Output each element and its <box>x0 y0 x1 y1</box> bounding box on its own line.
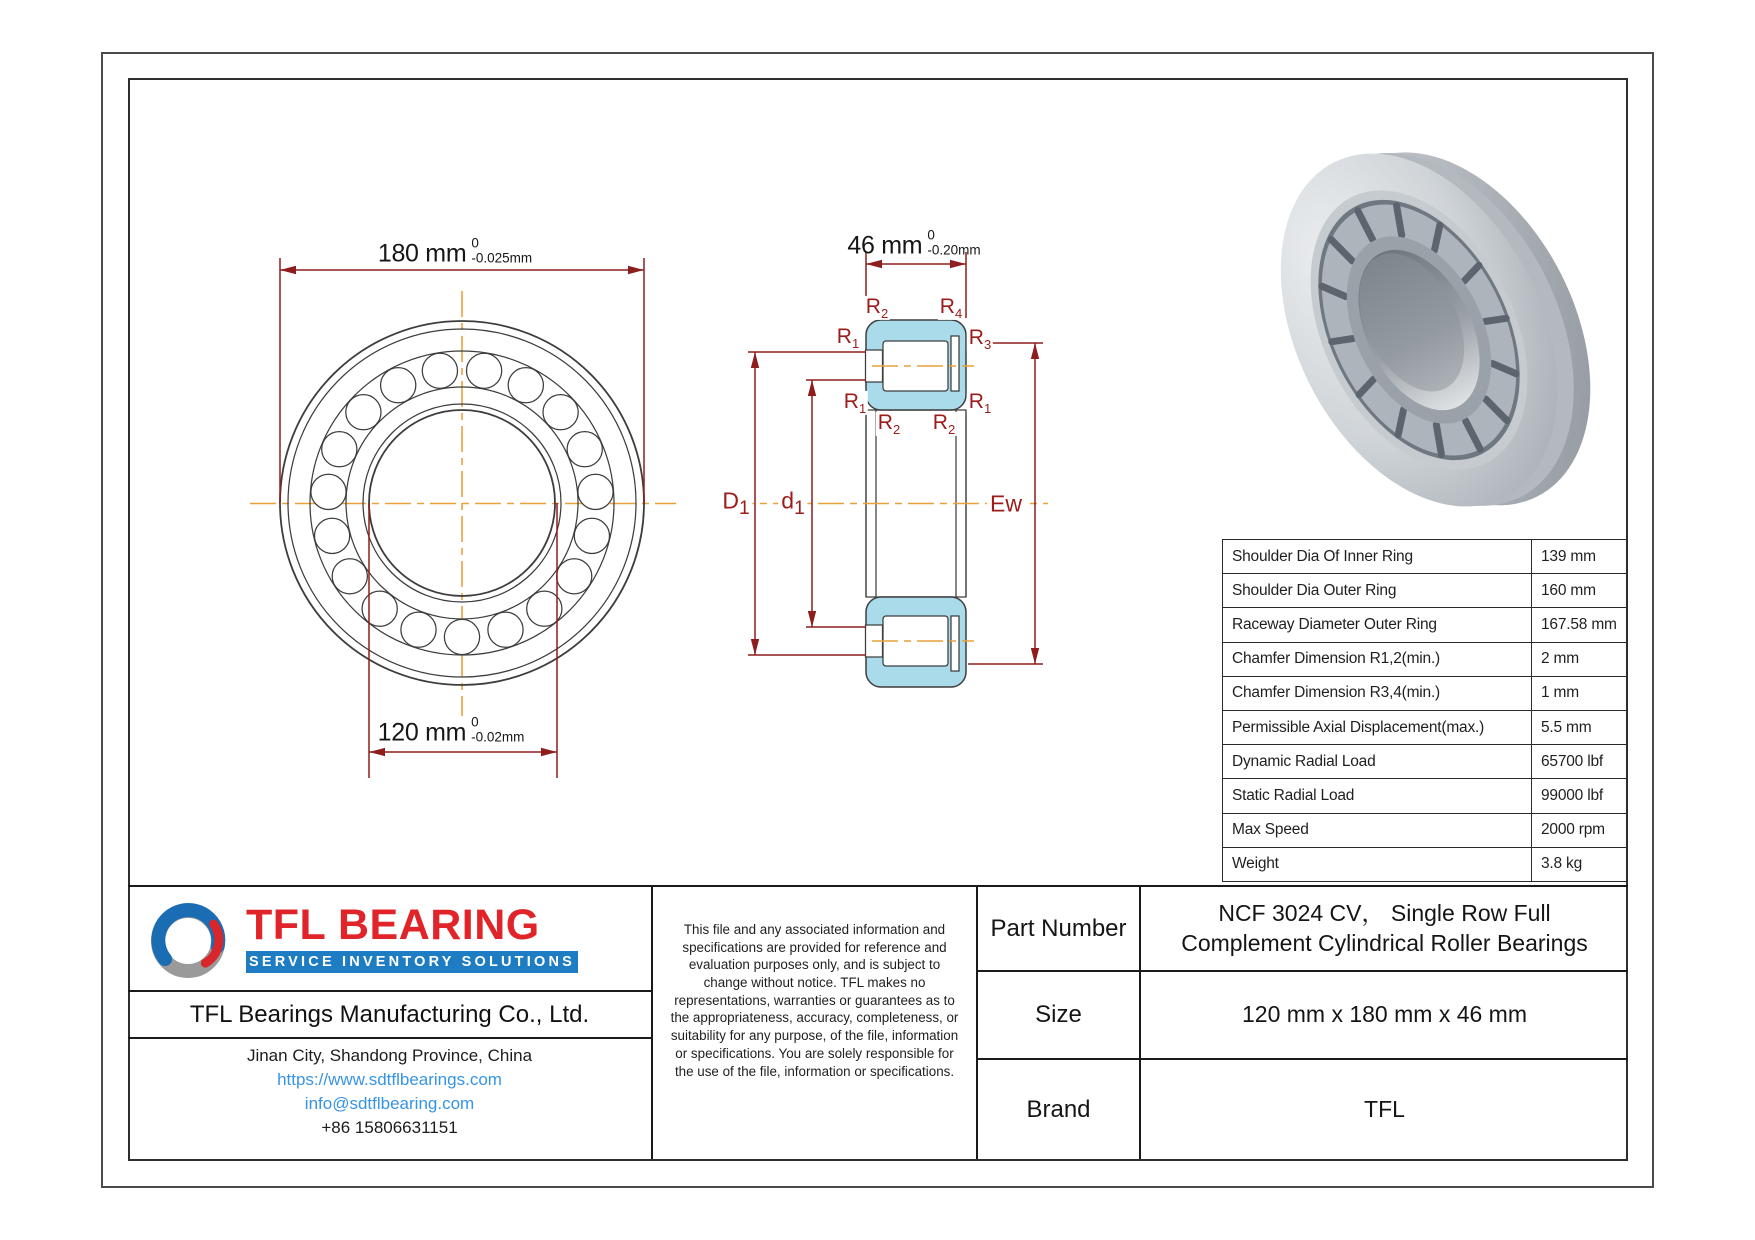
label-d1-inner: $d_1$ <box>778 490 807 519</box>
table-row <box>1223 813 1628 847</box>
spec-value: 2 mm <box>1532 642 1628 676</box>
dim-outer-diameter-text <box>378 235 532 266</box>
part-info-table <box>978 887 1628 1159</box>
spec-value: 99000 lbf <box>1532 779 1628 813</box>
dim-outer-value: 180 mm <box>377 239 467 268</box>
dim-bore-tolerance: 0 -0.02mm <box>471 714 525 745</box>
table-row <box>1223 540 1628 574</box>
table-row <box>1223 779 1628 813</box>
company-name: TFL Bearings Manufacturing Co., Ltd. <box>128 992 651 1039</box>
spec-label: Shoulder Dia Outer Ring <box>1223 574 1532 608</box>
table-row <box>1223 745 1628 779</box>
company-phone: +86 15806631151 <box>321 1118 458 1137</box>
spec-label: Chamfer Dimension R1,2(min.) <box>1223 642 1532 676</box>
spec-value: 1 mm <box>1532 676 1628 710</box>
spec-value: 160 mm <box>1532 574 1628 608</box>
field-label-size: Size <box>978 972 1141 1060</box>
dim-width-text <box>847 227 980 258</box>
label-r3-upper-right: $R_3$ <box>968 325 992 353</box>
title-block <box>128 885 1628 1159</box>
table-row <box>1223 847 1628 881</box>
field-value-size: 120 mm x 180 mm x 46 mm <box>1141 972 1628 1060</box>
front-view-drawing <box>250 291 676 716</box>
spec-label: Permissible Axial Displacement(max.) <box>1223 710 1532 744</box>
logo-tagline-banner: SERVICE INVENTORY SOLUTIONS <box>246 951 578 973</box>
dim-width-tolerance: 0 -0.20mm <box>927 227 981 258</box>
table-row <box>1223 574 1628 608</box>
field-label-part-number: Part Number <box>978 887 1141 972</box>
company-address: Jinan City, Shandong Province, China <box>246 1046 533 1065</box>
spec-label: Shoulder Dia Of Inner Ring <box>1223 540 1532 574</box>
bearing-3d-render <box>1225 93 1646 565</box>
company-email-link[interactable]: info@sdtflbearing.com <box>304 1094 475 1113</box>
company-contact-cell <box>128 1039 651 1159</box>
logo-text <box>246 901 578 973</box>
spec-label: Static Radial Load <box>1223 779 1532 813</box>
disclaimer-text: This file and any associated information and specifications are provided for reference and evaluation purposes only, and is subject to change without notice. TFL makes no representations, warranties or guarantees as to the appropriateness, accuracy, completeness, or suitability for any purpose, of the file, information or specifications. You are solely responsible for the use of the file, information or specifications. <box>653 887 978 1159</box>
label-r2-top-left: $R_2$ <box>865 294 889 322</box>
dim-bore-diameter-text <box>378 714 525 745</box>
field-label-brand: Brand <box>978 1060 1141 1159</box>
spec-value: 5.5 mm <box>1532 710 1628 744</box>
spec-label: Max Speed <box>1223 813 1532 847</box>
dim-outer-tolerance: 0 -0.025mm <box>471 235 533 266</box>
label-r1-lower-left: $R_1$ <box>843 389 867 417</box>
table-row <box>1223 710 1628 744</box>
spec-value: 3.8 kg <box>1532 847 1628 881</box>
field-value-part-number: NCF 3024 CV， Single Row Full Complement Cylindrical Roller Bearings <box>1141 887 1628 972</box>
spec-label: Raceway Diameter Outer Ring <box>1223 608 1532 642</box>
company-website-link[interactable]: https://www.sdtflbearings.com <box>277 1070 502 1089</box>
label-r4-top-right: $R_4$ <box>939 294 963 322</box>
dim-bore-value: 120 mm <box>377 718 467 747</box>
label-r2-bottom-right: $R_2$ <box>932 410 956 438</box>
spec-value: 139 mm <box>1532 540 1628 574</box>
label-r2-bottom-left: $R_2$ <box>877 410 901 438</box>
title-block-left-column <box>128 887 653 1159</box>
spec-value: 2000 rpm <box>1532 813 1628 847</box>
field-value-brand: TFL <box>1364 1095 1405 1122</box>
tfl-logo-icon <box>144 895 232 983</box>
label-r1-lower-right: $R_1$ <box>968 389 992 417</box>
label-ew: Ew <box>987 493 1025 516</box>
table-row <box>1223 608 1628 642</box>
logo-brand: TFL BEARING <box>246 901 540 949</box>
spec-value: 167.58 mm <box>1532 608 1628 642</box>
dim-width-value: 46 mm <box>847 231 923 260</box>
spec-label: Chamfer Dimension R3,4(min.) <box>1223 676 1532 710</box>
logo-cell <box>128 887 651 992</box>
label-r1-upper-left: $R_1$ <box>836 324 860 352</box>
table-row <box>1223 676 1628 710</box>
spec-label: Dynamic Radial Load <box>1223 745 1532 779</box>
table-row <box>1223 642 1628 676</box>
spec-value: 65700 lbf <box>1532 745 1628 779</box>
spec-label: Weight <box>1223 847 1532 881</box>
specifications-table <box>1222 539 1628 882</box>
label-d1-outer: $D_1$ <box>719 490 752 519</box>
